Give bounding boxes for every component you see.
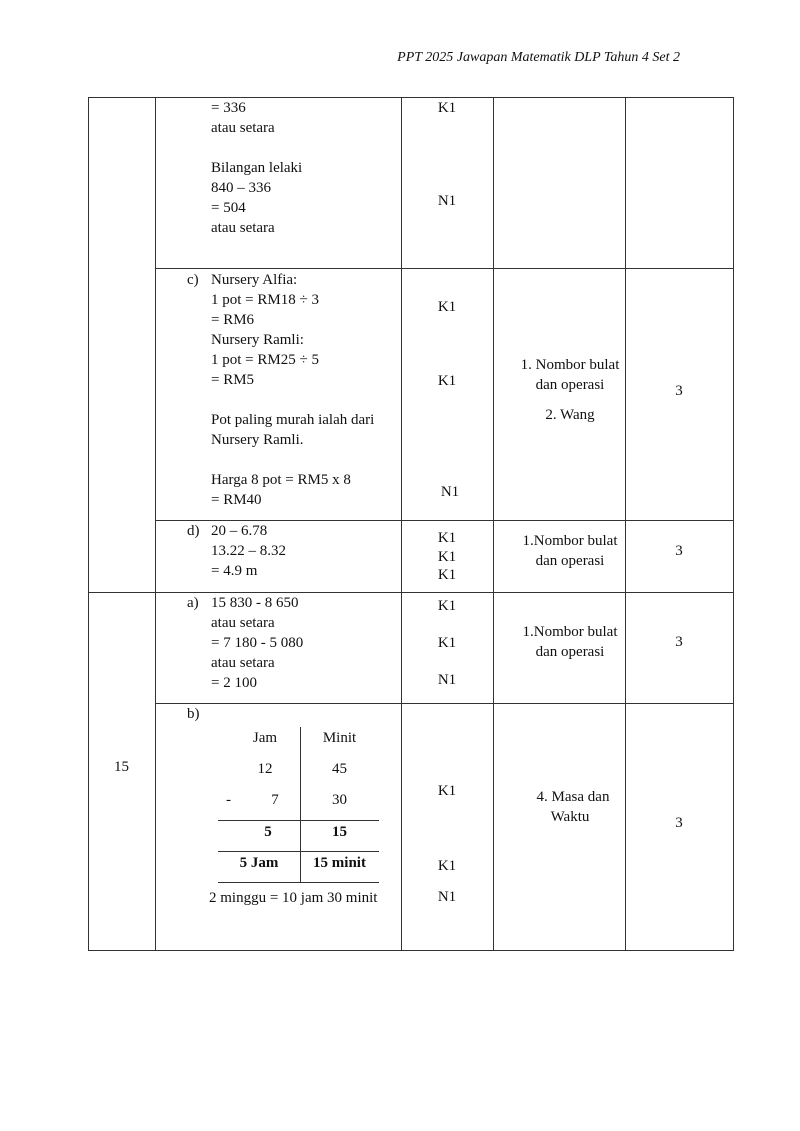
working-line: 1 pot = RM25 ÷ 5 [211, 352, 319, 368]
mark: K1 [437, 549, 457, 565]
working-line: 840 – 336 [211, 180, 271, 196]
time-table-rule-2 [218, 851, 379, 852]
working-line: Nursery Ramli: [211, 332, 304, 348]
hours-answer: 5 Jam [239, 855, 279, 871]
minus-sign: - [226, 792, 231, 808]
time-table-rule-1 [218, 820, 379, 821]
row-divider-4 [155, 703, 734, 704]
page-header: PPT 2025 Jawapan Matematik DLP Tahun 4 Set 2 [397, 50, 680, 65]
working-line: Harga 8 pot = RM5 x 8 [211, 472, 351, 488]
total-marks: 3 [675, 543, 683, 559]
mark: K1 [437, 100, 457, 116]
question-label: d) [187, 523, 200, 539]
working-line: 20 – 6.78 [211, 523, 268, 539]
working-line: atau setara [211, 655, 275, 671]
table-col-line-1 [155, 97, 156, 950]
working-line: = RM6 [211, 312, 255, 328]
mark: K1 [437, 530, 457, 546]
mark: K1 [437, 858, 457, 874]
col-header-jam: Jam [252, 730, 278, 746]
minutes-value: 45 [332, 761, 347, 777]
minutes-result: 15 [332, 824, 347, 840]
topic: dan operasi [535, 377, 605, 393]
topic: dan operasi [535, 644, 605, 660]
table-border-left [88, 97, 89, 950]
working-line: Pot paling murah ialah dari [211, 412, 375, 428]
working-line: 1 pot = RM18 ÷ 3 [211, 292, 319, 308]
conclusion-line: 2 minggu = 10 jam 30 minit [209, 890, 378, 906]
question-label: a) [187, 595, 199, 611]
table-border-right [733, 97, 734, 950]
working-line: 13.22 – 8.32 [211, 543, 286, 559]
row-divider-3 [88, 592, 734, 593]
mark: N1 [437, 889, 457, 905]
working-line: Nursery Alfia: [211, 272, 298, 288]
minutes-value: 30 [332, 792, 347, 808]
topic: 2. Wang [545, 407, 595, 423]
hours-value: 12 [257, 761, 273, 777]
topic: 4. Masa dan [536, 789, 610, 805]
minutes-answer: 15 minit [313, 855, 366, 871]
mark: K1 [437, 635, 457, 651]
total-marks: 3 [675, 383, 683, 399]
working-line: = 2 100 [211, 675, 257, 691]
working-line: = RM5 [211, 372, 255, 388]
working-line: = 4.9 m [211, 563, 258, 579]
topic: Waktu [550, 809, 590, 825]
topic: dan operasi [535, 553, 605, 569]
working-line: = RM40 [211, 492, 262, 508]
working-line: = 504 [211, 200, 246, 216]
working-line: atau setara [211, 120, 275, 136]
question-label: b) [187, 706, 200, 722]
table-col-line-2 [401, 97, 402, 950]
working-line: atau setara [211, 615, 275, 631]
topic: 1. Nombor bulat [520, 357, 620, 373]
topic: 1.Nombor bulat [522, 624, 618, 640]
total-marks: 3 [675, 815, 683, 831]
working-line: Nursery Ramli. [211, 432, 304, 448]
mark: N1 [437, 193, 457, 209]
topic: 1.Nombor bulat [522, 533, 618, 549]
row-divider-1 [155, 268, 734, 269]
mark: N1 [440, 484, 460, 500]
hours-result: 5 [264, 824, 272, 840]
col-header-minit: Minit [322, 730, 357, 746]
mark: K1 [437, 373, 457, 389]
working-line: = 7 180 - 5 080 [211, 635, 304, 651]
working-line: Bilangan lelaki [211, 160, 303, 176]
working-line: = 336 [211, 100, 246, 116]
mark: K1 [437, 598, 457, 614]
hours-value: 7 [271, 792, 279, 808]
working-line: 15 830 - 8 650 [211, 595, 299, 611]
total-marks: 3 [675, 634, 683, 650]
mark: K1 [437, 783, 457, 799]
working-line: atau setara [211, 220, 275, 236]
question-label: c) [187, 272, 199, 288]
mark: K1 [437, 299, 457, 315]
table-border-bottom [88, 950, 734, 951]
question-number: 15 [114, 759, 129, 775]
mark: K1 [437, 567, 457, 583]
mark: N1 [437, 672, 457, 688]
time-table-rule-3 [218, 882, 379, 883]
